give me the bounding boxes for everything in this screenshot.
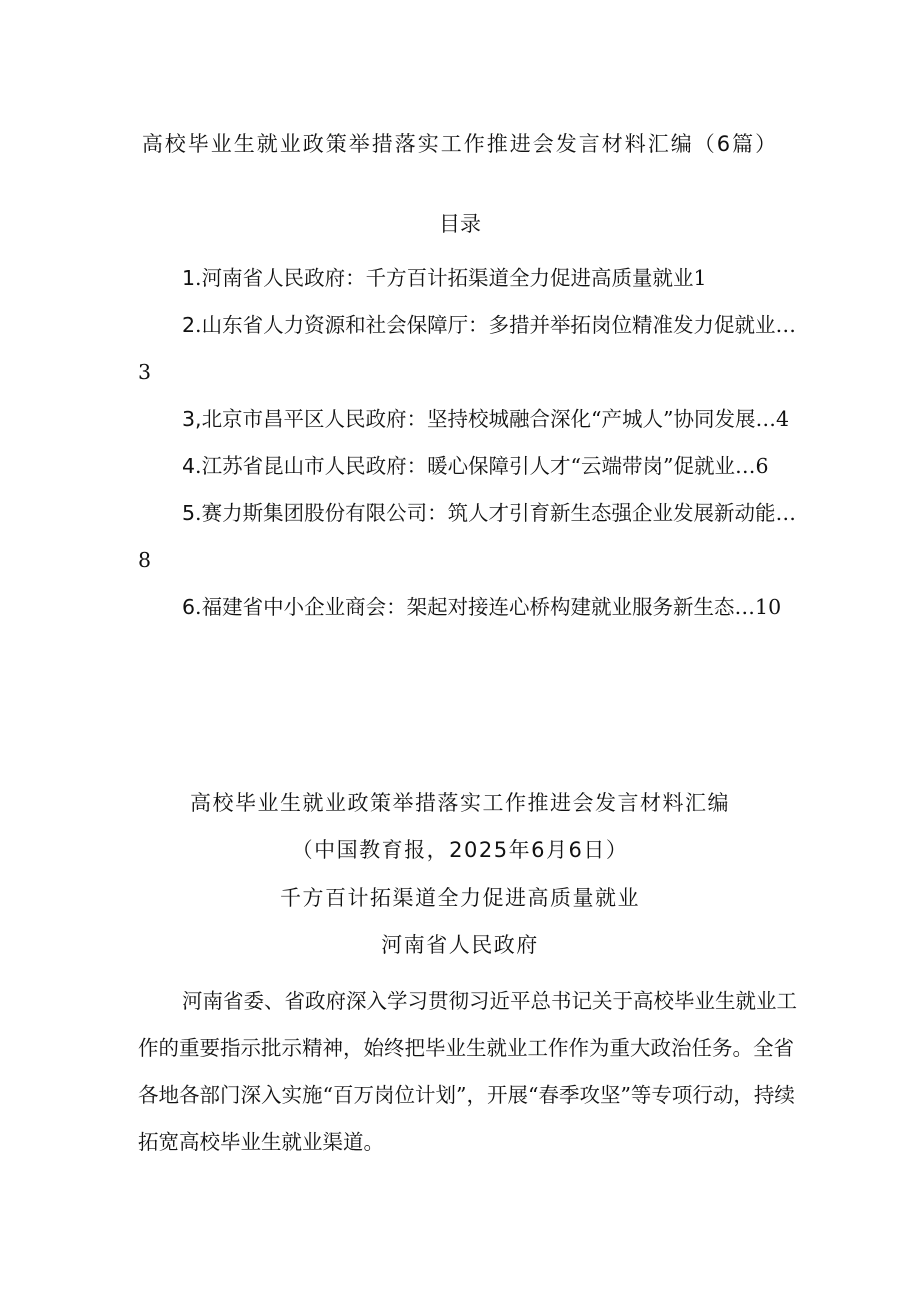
toc-item-3[interactable] [138,396,798,443]
table-of-contents [138,255,798,631]
article-title: 千方百计拓渠道全力促进高质量就业 [280,886,640,910]
toc-item-number: 6 [182,595,196,619]
toc-heading: 目录 [439,212,481,236]
toc-item-text: .江苏省昆山市人民政府：暖心保障引人才“云端带岗”促就业…6 [195,454,769,478]
compilation-title: 高校毕业生就业政策举措落实工作推进会发言材料汇编 [190,791,730,815]
source-line: （中国教育报，2025年6月6日） [291,838,629,862]
toc-item-1[interactable] [138,255,798,302]
toc-item-text: .河南省人民政府：千方百计拓渠道全力促进高质量就业1 [195,266,707,290]
toc-item-text: 北京市昌平区人民政府：坚持校城融合深化“产城人”协同发展…4 [201,407,790,431]
toc-item-number: 4 [182,454,196,478]
toc-item-text: .山东省人力资源和社会保障厅：多措并举拓岗位精准发力促就业…3 [138,313,797,384]
toc-item-4[interactable] [138,443,798,490]
article-paragraph: 河南省委、省政府深入学习贯彻习近平总书记关于高校毕业生就业工作的重要指示批示精神，始终把毕业生就业工作作为重大政治任务。全省各地各部门深入实施“百万岗位计划”，开展“春季攻坚”等专项行动，持续拓宽高校毕业生就业渠道。 [138,989,797,1154]
toc-item-5[interactable] [138,490,798,584]
document-title: 高校毕业生就业政策举措落实工作推进会发言材料汇编（6篇） [141,132,779,156]
toc-item-text: .赛力斯集团股份有限公司：筑人才引育新生态强企业发展新动能…8 [138,501,797,572]
toc-item-2[interactable] [138,302,798,396]
toc-item-number: 5 [182,501,196,525]
article-author: 河南省人民政府 [381,933,539,957]
toc-item-6[interactable] [138,584,798,631]
toc-item-number: 1 [182,266,196,290]
toc-item-number: 3, [182,407,202,431]
toc-item-text: .福建省中小企业商会：架起对接连心桥构建就业服务新生态…10 [195,595,782,619]
toc-item-number: 2 [182,313,196,337]
